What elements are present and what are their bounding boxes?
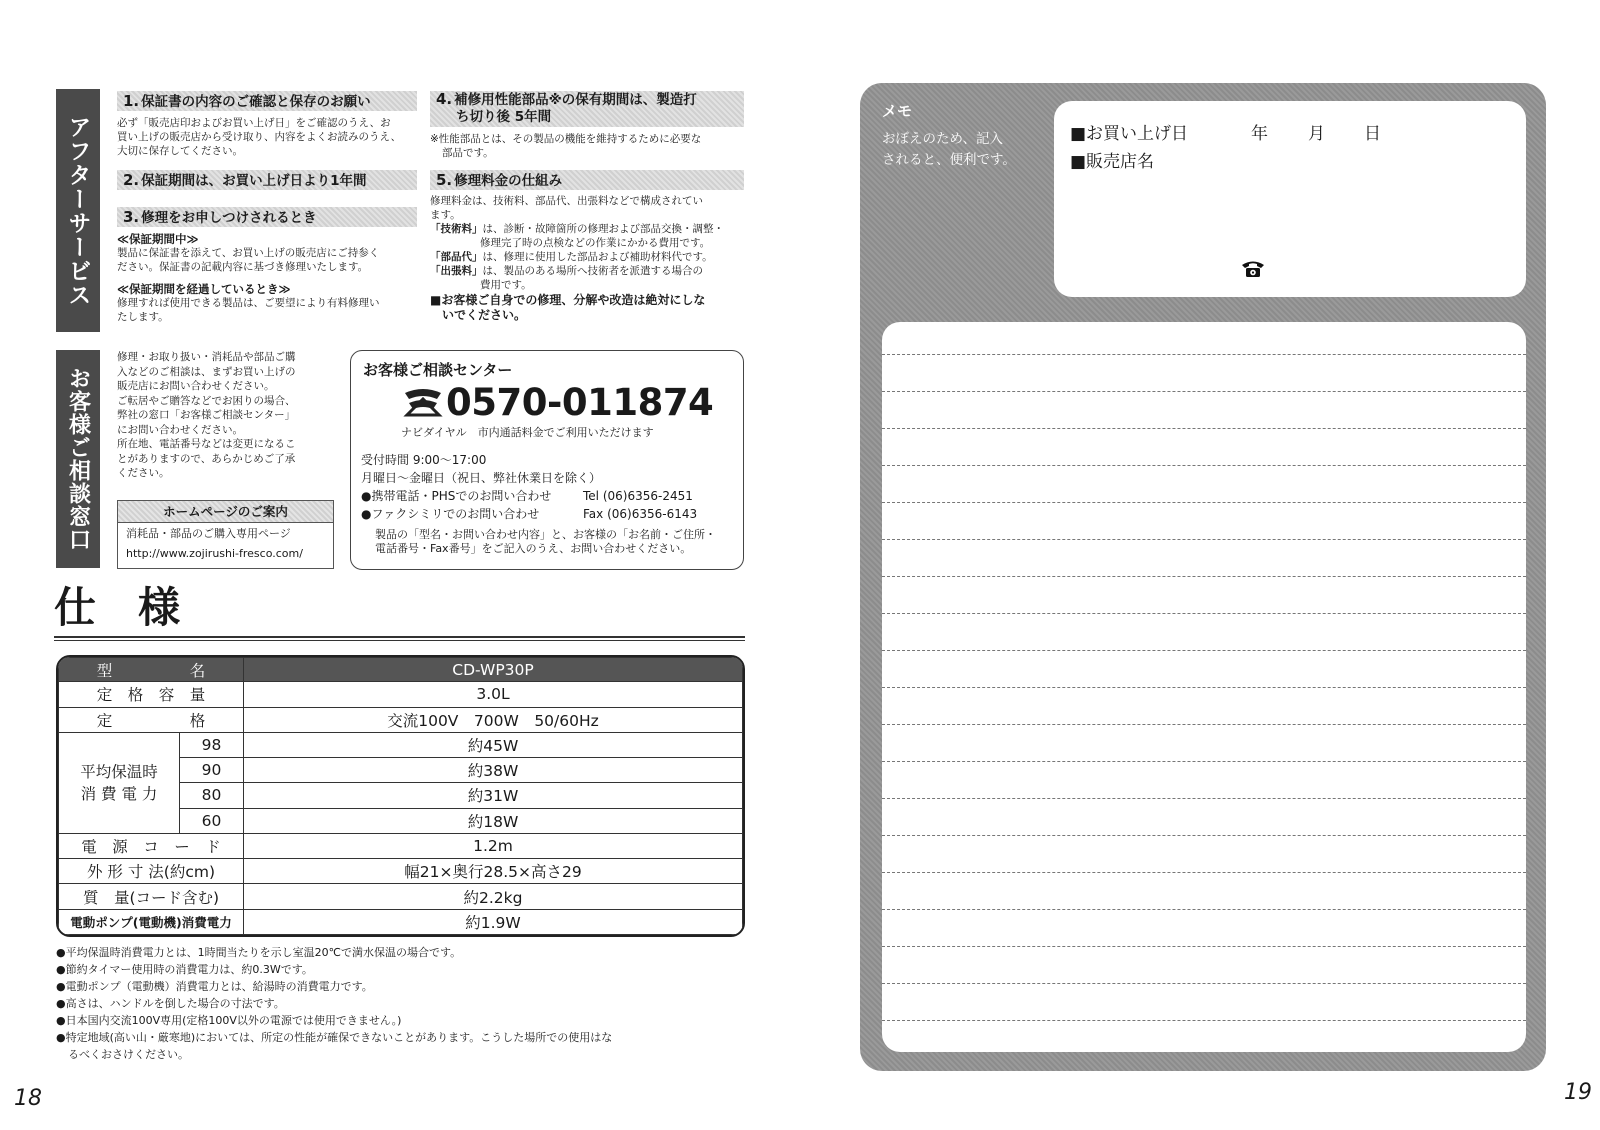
memo-line (882, 835, 1526, 836)
consult-line: ください。 (117, 467, 170, 479)
memo-title: メモ (882, 102, 913, 120)
capacity-value: 3.0L (244, 682, 743, 707)
fax-number: Fax (06)6356-6143 (583, 507, 698, 521)
spec-row (59, 884, 743, 909)
spec-title: 仕 様 (54, 583, 181, 632)
consult-line: ご転居やご贈答などでお困りの場合、 (117, 394, 296, 407)
weight-label: 質 量(コード含む) (59, 884, 244, 909)
consult-line: 所在地、電話番号などは変更になるこ (117, 438, 296, 450)
fax-inquiry-label: ●ファクシミリでのお問い合わせ (361, 507, 540, 521)
section1-heading (117, 91, 417, 111)
tech-fee-text: 修理完了時の点検などの作業にかかる費用です。 (480, 237, 711, 249)
page-number-right: 19 (1564, 1080, 1592, 1105)
model-label: 型 名 (59, 658, 244, 682)
section1-body (117, 116, 401, 158)
spec-note: ●平均保温時消費電力とは、1時間当たりを示し室温20℃で満水保温の場合です。 (56, 946, 462, 959)
memo-line (882, 946, 1526, 947)
business-hours: 受付時間 9:00～17:00 (361, 453, 487, 467)
consult-line: 販売店にお問い合わせください。 (117, 380, 275, 392)
consult-line: 入などのご相談は、まずお買い上げの (117, 365, 296, 378)
inquiry-line: 電話番号・Fax番号」をご記入のうえ、お問い合わせください。 (375, 542, 692, 555)
weight-value: 約2.2kg (244, 884, 743, 909)
section3-line: ださい。保証書の記載内容に基づき修理いたします。 (117, 261, 369, 273)
dimensions-value: 幅21×奥行28.5×高さ29 (244, 859, 743, 884)
consult-line: とがありますので、あらかじめご了承 (117, 452, 296, 465)
memo-subtitle-line: されると、便利です。 (882, 152, 1016, 168)
memo-line (882, 502, 1526, 503)
section4-title: 補修用性能部品※の保有期間は、製造打 (454, 92, 697, 108)
section5-title: 修理料金の仕組み (454, 173, 563, 189)
section1-number: 1. (123, 92, 140, 110)
spec-note: ●特定地域(高い山・厳寒地)においては、所定の性能が確保できないことがあります。こうした場所での使用はな (56, 1031, 613, 1044)
section3-title: 修理をお申しつけされるとき (141, 210, 317, 226)
section4-number: 4. (436, 91, 453, 108)
spec-table (56, 655, 745, 937)
consult-line: 弊社の窓口「お客様ご相談センター」 (117, 409, 296, 421)
model-value: CD-WP30P (244, 658, 743, 682)
spec-note: ●電動ポンプ（電動機）消費電力とは、給湯時の消費電力です。 (56, 980, 373, 993)
year-label: 年 (1251, 124, 1268, 144)
consult-window-tab-label: お客様ご相談窓口 (65, 367, 91, 551)
spec-row (59, 909, 743, 934)
section3-heading (117, 207, 417, 227)
section4-title-line2: ち切り後 5年間 (456, 109, 552, 125)
memo-line (882, 613, 1526, 614)
section5-number: 5. (436, 171, 453, 189)
telephone-icon (1241, 259, 1265, 279)
section2-number: 2. (123, 171, 140, 189)
consult-text (117, 350, 296, 481)
memo-line (882, 576, 1526, 577)
memo-line (882, 539, 1526, 540)
consult-center-title: お客様ご相談センター (363, 361, 513, 379)
memo-line (882, 428, 1526, 429)
keep-watt: 約18W (244, 808, 743, 833)
keep-watt: 約31W (244, 783, 743, 808)
consult-line: にお問い合わせください。 (117, 423, 243, 436)
consult-center-box (350, 350, 744, 570)
navi-dial-note: ナビダイヤル 市内通話料金でご利用いただけます (401, 426, 654, 439)
section5-heading (430, 170, 744, 190)
cord-label: 電 源 コ ー ド (59, 833, 244, 858)
spec-row (59, 833, 743, 858)
memo-line (882, 872, 1526, 873)
section3-body (117, 232, 380, 324)
keep-temp: 80 (180, 783, 244, 808)
repair-warning: いでください。 (442, 308, 527, 322)
section5-line: ます。 (430, 209, 461, 221)
memo-line (882, 687, 1526, 688)
memo-line (882, 650, 1526, 651)
memo-subtitle (882, 129, 1016, 171)
business-days: 月曜日～金曜日（祝日、弊社休業日を除く） (361, 471, 602, 485)
memo-line (882, 354, 1526, 355)
keep-temp: 60 (180, 808, 244, 833)
pump-power-value: 約1.9W (244, 909, 743, 934)
rating-label: 定 格 (59, 707, 244, 732)
memo-line (882, 391, 1526, 392)
keep-warm-label-line: 平均保温時 (80, 762, 158, 781)
page-number-left: 18 (14, 1086, 42, 1111)
dimensions-label: 外 形 寸 法(約cm) (59, 859, 244, 884)
keep-watt: 約45W (244, 732, 743, 757)
section2-heading (117, 170, 417, 190)
purchase-date-label: ■お買い上げ日 (1070, 124, 1189, 144)
memo-line (882, 465, 1526, 466)
keep-temp: 98 (180, 732, 244, 757)
month-label: 月 (1308, 124, 1325, 144)
section1-title: 保証書の内容のご確認と保存のお願い (141, 94, 371, 110)
consult-window-tab (56, 350, 100, 568)
memo-line (882, 724, 1526, 725)
navi-dial-icon (403, 387, 443, 421)
store-name-label: ■販売店名 (1070, 152, 1155, 172)
section5-body (430, 194, 724, 323)
tech-fee-text: は、診断・故障箇所の修理および部品交換・調整・ (482, 223, 724, 235)
homepage-title: ホームページのご案内 (118, 501, 333, 523)
section4-note (430, 132, 701, 160)
section3-line: 製品に保証書を添えて、お買い上げの販売店にご持参く (117, 247, 380, 259)
spec-notes (56, 944, 612, 1063)
keep-watt: 約38W (244, 758, 743, 783)
section4-line: ※性能部品とは、その製品の機能を維持するために必要な (430, 133, 702, 145)
day-label: 日 (1364, 124, 1381, 144)
cord-value: 1.2m (244, 833, 743, 858)
warranty-period-subhead: ≪保証期間中≫ (117, 232, 199, 246)
trip-fee-label: 「出張料」 (430, 265, 483, 277)
tech-fee-label: 「技術料」 (430, 223, 483, 235)
trip-fee-text: 費用です。 (480, 279, 532, 291)
inquiry-instructions (375, 528, 716, 556)
section5-line: 修理料金は、技術料、部品代、出張料などで構成されてい (430, 195, 703, 207)
memo-line (882, 798, 1526, 799)
spec-note: ●高さは、ハンドルを倒した場合の寸法です。 (56, 997, 285, 1010)
trip-fee-text: は、製品のある場所へ技術者を派遣する場合の (482, 265, 703, 277)
capacity-label: 定 格 容 量 (59, 682, 244, 707)
section2-title: 保証期間は、お買い上げ日より1年間 (141, 173, 367, 189)
keep-temp: 90 (180, 758, 244, 783)
after-service-tab (56, 89, 100, 332)
consult-center-phone[interactable]: 0570-011874 (446, 381, 714, 424)
section3-line: たします。 (117, 311, 169, 323)
consult-line: 修理・お取り扱い・消耗品や部品ご購 (117, 351, 296, 363)
spec-row (59, 682, 743, 707)
pump-power-label: 電動ポンプ(電動機)消費電力 (59, 909, 244, 934)
homepage-box (117, 500, 334, 569)
parts-fee-text: は、修理に使用した部品および補助材料代です。 (482, 251, 713, 263)
section3-line: 修理すれば使用できる製品は、ご要望により有料修理い (117, 297, 380, 309)
section4-line: 部品です。 (442, 147, 494, 159)
memo-line (882, 983, 1526, 984)
rating-value: 交流100V 700W 50/60Hz (244, 707, 743, 732)
memo-line (882, 761, 1526, 762)
spec-row (59, 732, 743, 757)
spec-row (59, 707, 743, 732)
keep-warm-label-line: 消 費 電 力 (80, 784, 158, 803)
parts-fee-label: 「部品代」 (430, 251, 483, 263)
section3-number: 3. (123, 208, 140, 226)
inquiry-line: 製品の「型名・お問い合わせ内容」と、お客様の「お名前・ご住所・ (375, 528, 716, 541)
memo-line (882, 1020, 1526, 1021)
spec-header-row (59, 658, 743, 682)
spec-row (59, 859, 743, 884)
section1-line: 買い上げの販売店から受け取り、内容をよくお読みのうえ、 (117, 131, 402, 143)
expired-warranty-subhead: ≪保証期間を経過しているとき≫ (117, 282, 291, 296)
section1-line: 必ず「販売店印およびお買い上げ日」をご確認のうえ、お (117, 117, 391, 129)
keep-warm-power-label (59, 732, 180, 833)
section1-line: 大切に保存してください。 (117, 145, 243, 157)
memo-subtitle-line: おぼえのため、記入 (882, 131, 1003, 147)
memo-line (882, 909, 1526, 910)
mobile-tel[interactable]: Tel (06)6356-2451 (583, 489, 693, 503)
mobile-inquiry-label: ●携帯電話・PHSでのお問い合わせ (361, 489, 552, 503)
homepage-desc: 消耗品・部品のご購入専用ページ (126, 527, 291, 540)
homepage-url[interactable]: http://www.zojirushi-fresco.com/ (126, 547, 303, 560)
after-service-tab-label: アフターサービス (64, 114, 91, 307)
spec-title-rule-thin (54, 640, 745, 641)
repair-warning: ■お客様ご自身での修理、分解や改造は絶対にしな (430, 293, 706, 307)
spec-note: ●日本国内交流100V専用(定格100V以外の電源では使用できません。) (56, 1014, 402, 1027)
spec-note: るべくおさけください。 (68, 1048, 189, 1061)
spec-title-rule (54, 636, 745, 638)
section4-heading (430, 91, 744, 127)
spec-note: ●節約タイマー使用時の消費電力は、約0.3Wです。 (56, 963, 313, 976)
purchase-info-box (1054, 101, 1526, 297)
